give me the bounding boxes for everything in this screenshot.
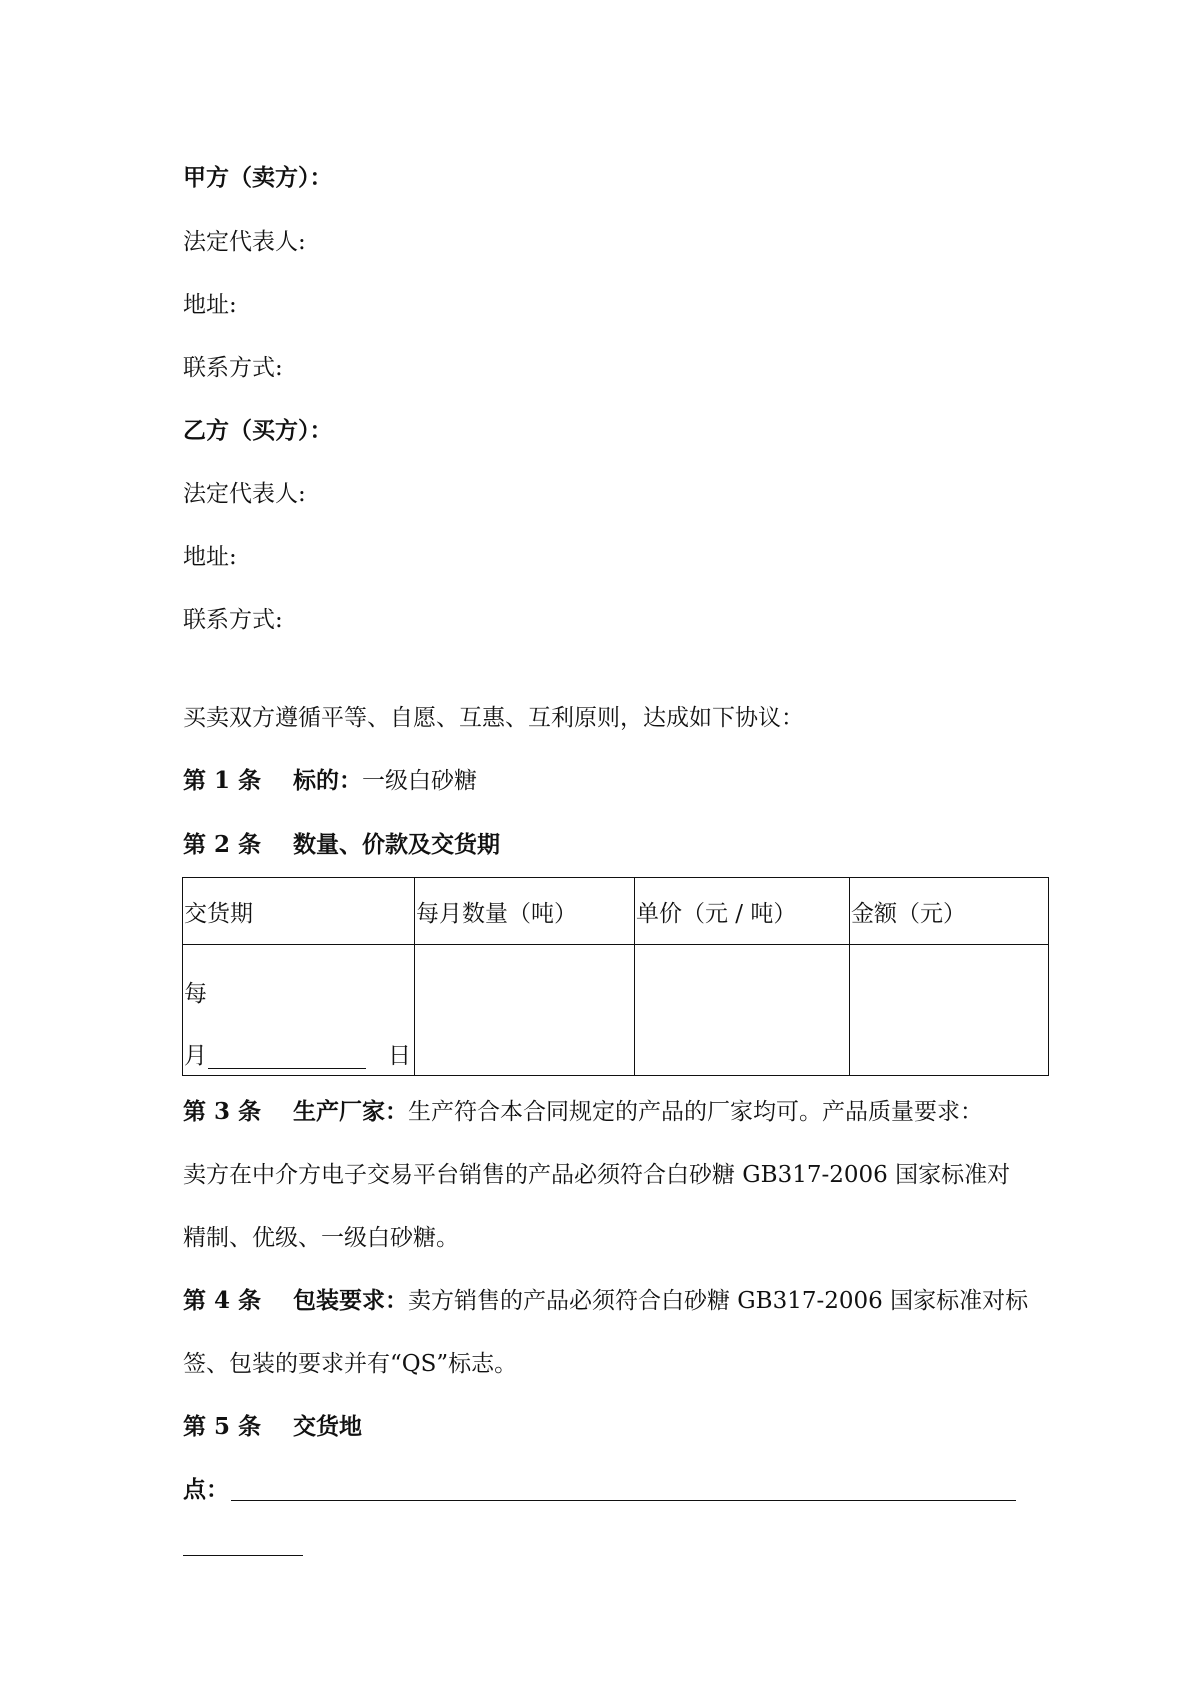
intro-paragraph: 买卖双方遵循平等、自愿、互惠、互利原则，达成如下协议： <box>183 705 804 731</box>
article-5-title: 交货地 <box>293 1413 362 1440</box>
period-day-blank <box>208 1068 366 1069</box>
article-5 <box>183 1412 362 1442</box>
period-day-text: 日 <box>388 1043 411 1069</box>
article-2 <box>183 830 500 860</box>
article-3 <box>183 1097 983 1127</box>
table-header-cell: 单价（元 / 吨） <box>635 878 850 945</box>
article-4-title: 包装要求： <box>293 1287 408 1314</box>
table-header-row <box>183 878 1049 945</box>
article-3-text-2: 卖方在中介方电子交易平台销售的产品必须符合白砂糖 GB317-2006 国家标准对 <box>183 1162 1011 1188</box>
buyer-rep-label: 法定代表人: <box>183 481 306 507</box>
period-every-text: 每 <box>184 981 207 1007</box>
article-1-number: 第 1 条 <box>183 767 262 794</box>
article-5-number: 第 5 条 <box>183 1413 262 1440</box>
amount-cell <box>850 945 1049 1076</box>
article-2-title: 数量、价款及交货期 <box>293 831 500 858</box>
table-header-cell: 交货期 <box>183 878 415 945</box>
article-1-text: 一级白砂糖 <box>362 768 477 794</box>
article-1 <box>183 766 477 796</box>
article-3-text-1: 生产符合本合同规定的产品的厂家均可。产品质量要求： <box>408 1099 983 1125</box>
seller-address-label: 地址: <box>183 292 237 318</box>
article-3-title: 生产厂家： <box>293 1098 408 1125</box>
period-month-text: 月 <box>184 1043 207 1069</box>
table-row <box>183 945 1049 1076</box>
article-3-text-3: 精制、优级、一级白砂糖。 <box>183 1225 459 1251</box>
article-4-text-1: 卖方销售的产品必须符合白砂糖 GB317-2006 国家标准对标 <box>408 1288 1029 1314</box>
article-3-number: 第 3 条 <box>183 1098 262 1125</box>
article-2-number: 第 2 条 <box>183 831 262 858</box>
article-4-text-2: 签、包装的要求并有“QS”标志。 <box>183 1351 518 1377</box>
monthly-quantity-cell <box>415 945 635 1076</box>
delivery-location-blank-continued <box>183 1555 303 1556</box>
article-1-title: 标的： <box>293 767 362 794</box>
seller-contact-label: 联系方式: <box>183 355 283 381</box>
delivery-period-cell <box>183 945 415 1076</box>
article-4-number: 第 4 条 <box>183 1287 262 1314</box>
quantity-price-table <box>182 877 1049 1076</box>
table-header-cell: 每月数量（吨） <box>415 878 635 945</box>
buyer-contact-label: 联系方式: <box>183 607 283 633</box>
buyer-heading: 乙方（买方）： <box>183 417 333 444</box>
delivery-location-blank <box>231 1500 1016 1501</box>
buyer-address-label: 地址: <box>183 544 237 570</box>
seller-rep-label: 法定代表人: <box>183 229 306 255</box>
unit-price-cell <box>635 945 850 1076</box>
seller-heading: 甲方（卖方）： <box>183 164 333 191</box>
article-5-title-continued: 点： <box>183 1476 229 1503</box>
table-header-cell: 金额（元） <box>850 878 1049 945</box>
article-4 <box>183 1286 1028 1316</box>
